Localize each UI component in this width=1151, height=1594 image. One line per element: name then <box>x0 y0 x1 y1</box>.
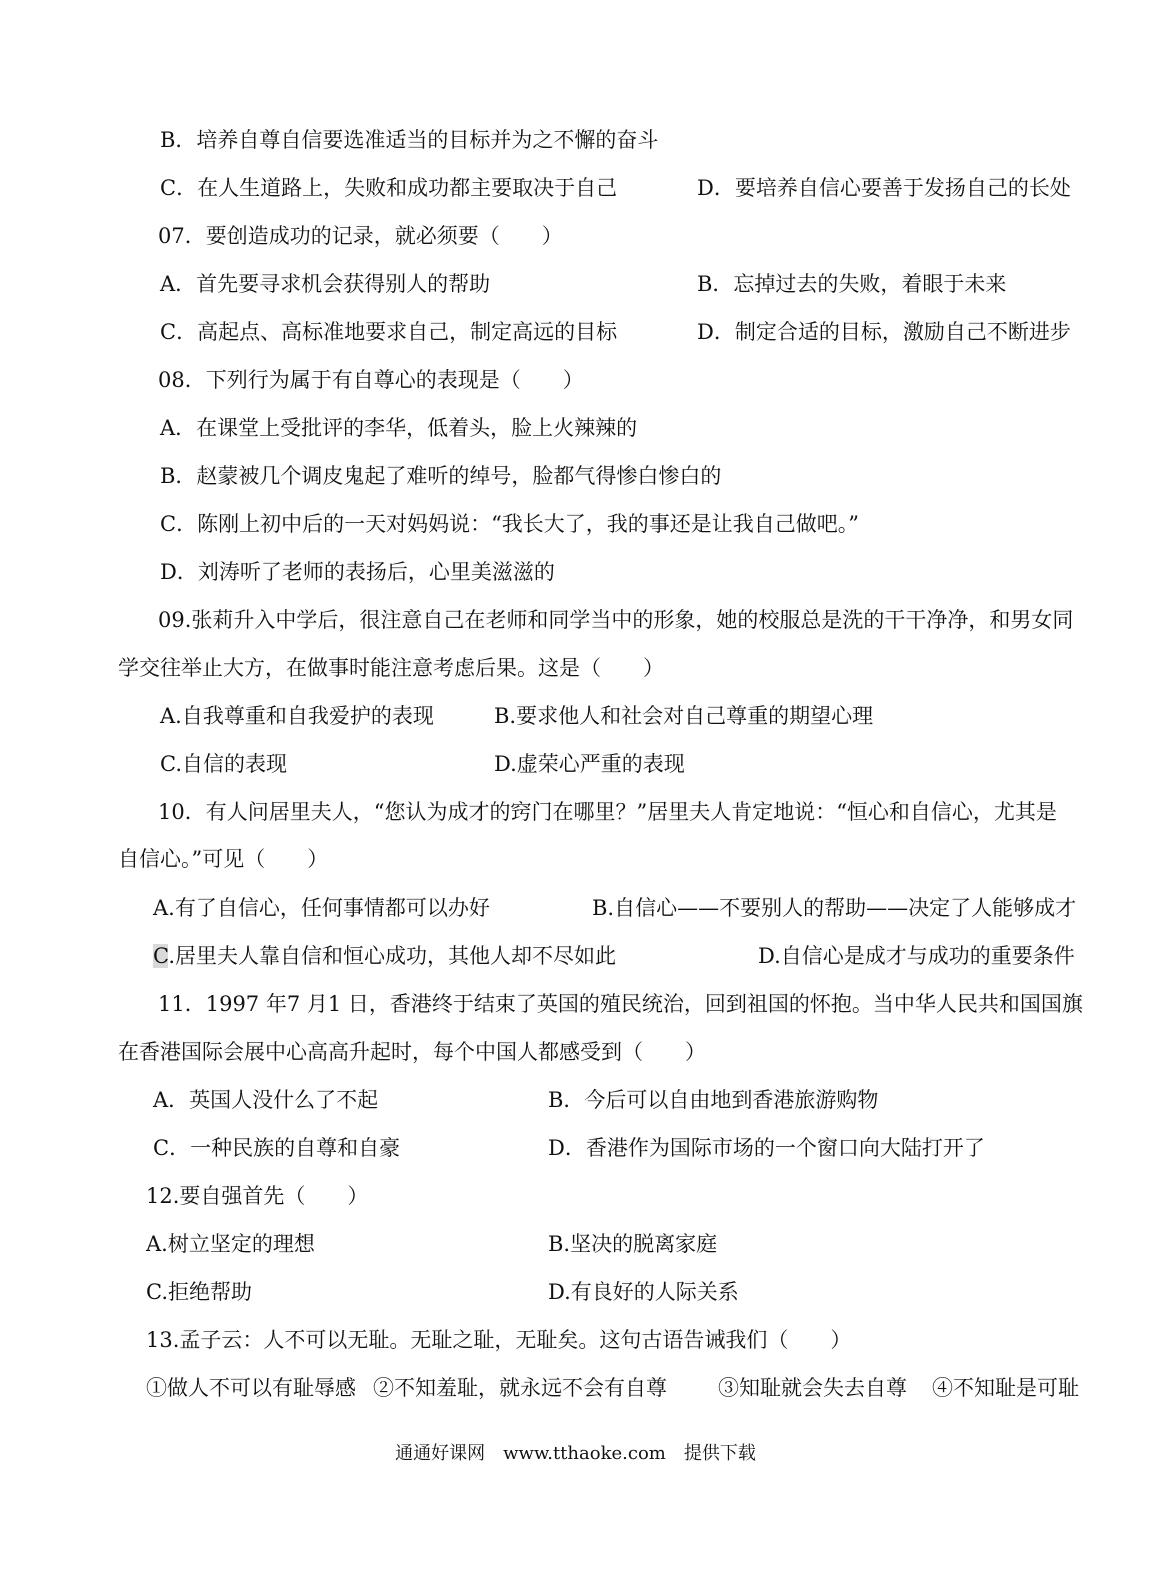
q06-option-d: D．要培养自信心要善于发扬自己的长处 <box>697 176 1071 200</box>
q10-option-d: D.自信心是成才与成功的重要条件 <box>758 944 1075 968</box>
q12-option-b: B.坚决的脱离家庭 <box>548 1232 718 1256</box>
q10-option-c <box>153 942 616 970</box>
q11-option-a: A．英国人没什么了不起 <box>153 1088 379 1112</box>
q11-option-d: D．香港作为国际市场的一个窗口向大陆打开了 <box>548 1136 985 1160</box>
q10-option-c-text: .居里夫人靠自信和恒心成功，其他人却不尽如此 <box>168 944 617 968</box>
q13-choice-1: ①做人不可以有耻辱感 <box>146 1376 356 1400</box>
q09-option-c: C.自信的表现 <box>160 752 287 776</box>
q13-choice-3: ③知耻就会失去自尊 <box>718 1376 907 1400</box>
q09-stem-line2: 学交往举止大方，在做事时能注意考虑后果。这是（ ） <box>118 656 664 680</box>
q08-stem: 08．下列行为属于有自尊心的表现是（ ） <box>158 368 584 392</box>
q13-choice-4: ④不知耻是可耻 <box>932 1376 1079 1400</box>
q10-stem-line1: 10．有人问居里夫人，“您认为成才的窍门在哪里？”居里夫人肯定地说：“恒心和自信心，尤其是 <box>158 800 1057 824</box>
q10-option-b: B.自信心——不要别人的帮助——决定了人能够成才 <box>592 896 1077 920</box>
q09-option-d: D.虚荣心严重的表现 <box>494 752 685 776</box>
q07-option-b: B．忘掉过去的失败，着眼于未来 <box>697 272 1007 296</box>
q07-stem: 07．要创造成功的记录，就必须要（ ） <box>158 224 563 248</box>
q11-stem-line2: 在香港国际会展中心高高升起时，每个中国人都感受到（ ） <box>118 1040 706 1064</box>
q08-option-d: D．刘涛听了老师的表扬后，心里美滋滋的 <box>160 560 555 584</box>
q12-stem: 12.要自强首先（ ） <box>146 1184 369 1208</box>
q07-option-d: D．制定合适的目标，激励自己不断进步 <box>697 320 1071 344</box>
q09-option-b: B.要求他人和社会对自己尊重的期望心理 <box>494 704 874 728</box>
q07-option-c: C．高起点、高标准地要求自己，制定高远的目标 <box>160 320 618 344</box>
page-footer: 通通好课网 www.tthaoke.com 提供下载 <box>395 1443 756 1464</box>
q08-option-a: A．在课堂上受批评的李华，低着头，脸上火辣辣的 <box>160 416 638 440</box>
q08-option-c: C．陈刚上初中后的一天对妈妈说：“我长大了，我的事还是让我自己做吧。” <box>160 512 860 536</box>
q10-stem-line2: 自信心。”可见（ ） <box>118 847 329 871</box>
q11-option-c: C．一种民族的自尊和自豪 <box>153 1136 401 1160</box>
q13-choice-2: ②不知羞耻，就永远不会有自尊 <box>373 1376 667 1400</box>
q07-option-a: A．首先要寻求机会获得别人的帮助 <box>160 272 491 296</box>
q10-option-a: A.有了自信心，任何事情都可以办好 <box>153 896 490 920</box>
q12-option-c: C.拒绝帮助 <box>146 1280 252 1304</box>
q12-option-a: A.树立坚定的理想 <box>146 1232 315 1256</box>
q06-option-c: C．在人生道路上，失败和成功都主要取决于自己 <box>160 176 618 200</box>
q11-option-b: B．今后可以自由地到香港旅游购物 <box>548 1088 879 1112</box>
q09-option-a: A.自我尊重和自我爱护的表现 <box>160 704 434 728</box>
q09-stem-line1: 09.张莉升入中学后，很注意自己在老师和同学当中的形象，她的校服总是洗的干干净净，和男女同 <box>158 608 1074 632</box>
q11-stem-line1: 11．1997 年7 月1 日，香港终于结束了英国的殖民统治，回到祖国的怀抱。当中华人民共和国国旗 <box>158 992 1083 1016</box>
q13-stem: 13.孟子云：人不可以无耻。无耻之耻，无耻矣。这句古语告诫我们（ ） <box>146 1328 852 1352</box>
q10-option-c-letter: C <box>153 944 169 968</box>
q06-option-b: B．培养自尊自信要选准适当的目标并为之不懈的奋斗 <box>160 128 659 152</box>
q08-option-b: B．赵蒙被几个调皮鬼起了难听的绰号，脸都气得惨白惨白的 <box>160 464 722 488</box>
q12-option-d: D.有良好的人际关系 <box>548 1280 739 1304</box>
